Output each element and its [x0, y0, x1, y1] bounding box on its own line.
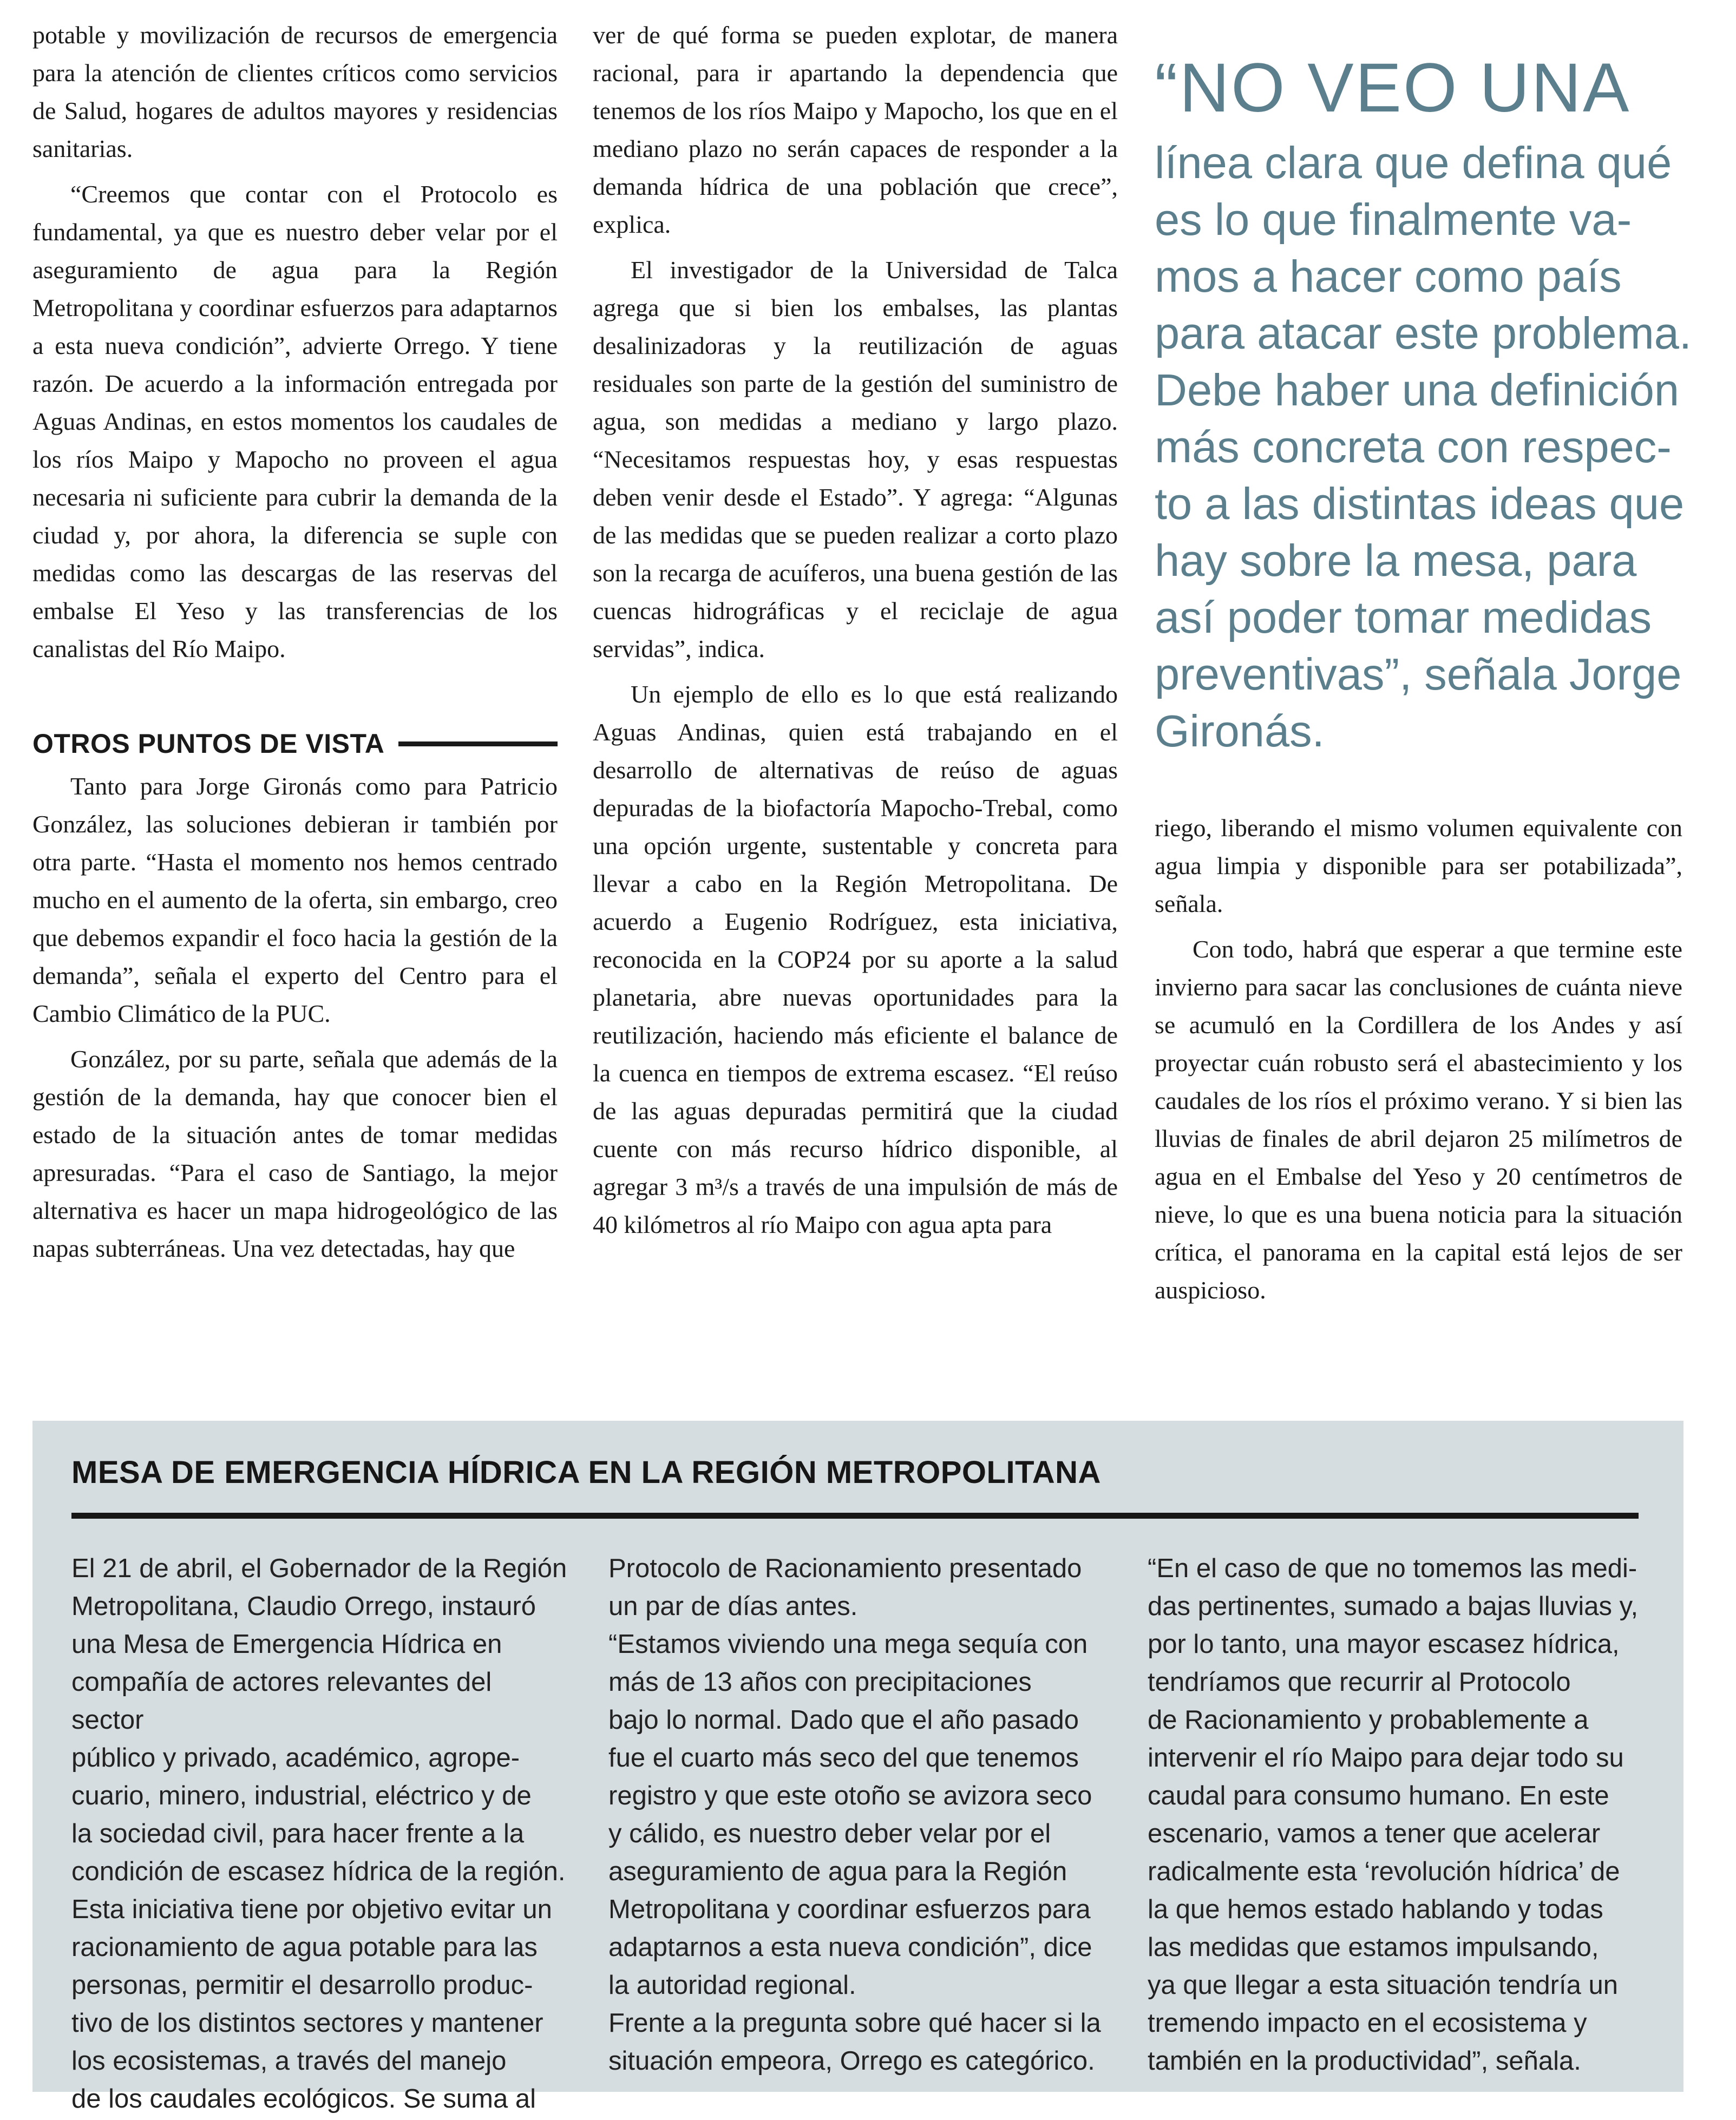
sidebar-line: adaptarnos a esta nueva condición”, dice [608, 1933, 1092, 1962]
sidebar-box [32, 1421, 1683, 2114]
article-column-1-continued [32, 767, 558, 1268]
paragraph: El investigador de la Universidad de Talca agrega que si bien los embalses, las plantas desalinizadoras y la reutilización de aguas residuales son parte de la gestión del suministro de agua, son medidas a mediano y largo plazo. “Necesitamos respuestas hoy, y esas respuestas deben venir desde el Estado”. Y agrega: “Algunas de las medidas que se pueden realizar a corto plazo son la recarga de acuíferos, una buena gestión de las cuencas hidrográficas y el reciclaje de agua servidas”, indica. [593, 256, 1118, 662]
sidebar-line: radicalmente esta ‘revolución hídrica’ de [1148, 1857, 1620, 1886]
article-column-3 [1155, 809, 1682, 1309]
sidebar-line: tivo de los distintos sectores y mantener [71, 2009, 543, 2038]
sidebar-line: de los caudales ecológicos. Se suma al [71, 2084, 536, 2114]
paragraph: González, por su parte, señala que además de la gestión de la demanda, hay que conocer bien el estado de la situación antes de tomar medidas apresuradas. “Para el caso de Santiago, la mejor alternativa es hacer un mapa hidrogeológico de las napas subterráneas. Una vez detectadas, hay que [32, 1045, 558, 1262]
sidebar-line: das pertinentes, sumado a bajas lluvias y, [1148, 1592, 1639, 1621]
sidebar-line: Protocolo de Racionamiento presentado [608, 1554, 1082, 1583]
sidebar-line: la sociedad civil, para hacer frente a la [71, 1819, 525, 1848]
sidebar-line: escenario, vamos a tener que acelerar [1148, 1819, 1601, 1848]
pull-quote-line: Debe haber una definición [1155, 365, 1680, 415]
pull-quote-line: preventivas”, señala Jorge [1155, 649, 1682, 699]
sidebar-line: bajo lo normal. Dado que el año pasado [608, 1705, 1079, 1735]
article-column-1 [32, 16, 558, 668]
paragraph: potable y movilización de recursos de emergencia para la atención de clientes críticos como servicios de Salud, hogares de adultos mayores y residencias sanitarias. [32, 21, 558, 162]
sidebar-line: los ecosistemas, a través del manejo [71, 2046, 507, 2076]
pull-quote-line: hay sobre la mesa, para [1155, 535, 1637, 586]
sidebar-rule [71, 1513, 1639, 1519]
sidebar-line: también en la productividad”, señala. [1148, 2046, 1581, 2076]
paragraph: ver de qué forma se pueden explotar, de manera racional, para ir apartando la dependencia que tenemos de los ríos Maipo y Mapocho, los que en el mediano plazo no serán capaces de responder a la demanda hídrica de una población que crece”, explica. [593, 21, 1118, 238]
sidebar-line: Metropolitana y coordinar esfuerzos para [608, 1895, 1091, 1924]
pull-quote-line: Gironás. [1155, 706, 1325, 756]
sidebar-line: Metropolitana, Claudio Orrego, instauró [71, 1592, 536, 1621]
pull-quote-line: para atacar este problema. [1155, 308, 1692, 358]
pull-quote-line: más concreta con respec- [1155, 422, 1672, 472]
pull-quote-body [1155, 134, 1712, 759]
sidebar-line: personas, permitir el desarrollo produc- [71, 1971, 533, 2000]
sidebar-line: ya que llegar a esta situación tendría un [1148, 1971, 1618, 2000]
sidebar-line: El 21 de abril, el Gobernador de la Región [71, 1554, 567, 1583]
pull-quote-lead: “NO VEO UNA [1155, 49, 1631, 127]
heading-rule [398, 741, 558, 746]
pull-quote-line: to a las distintas ideas que [1155, 478, 1685, 529]
section-heading [32, 728, 558, 759]
sidebar-line: fue el cuarto más seco del que tenemos [608, 1743, 1079, 1773]
sidebar-title: MESA DE EMERGENCIA HÍDRICA EN LA REGIÓN METROPOLITANA [71, 1455, 1101, 1490]
sidebar-line: compañía de actores relevantes del sector [71, 1668, 492, 1735]
sidebar-line: un par de días antes. [608, 1592, 858, 1621]
sidebar-line: tendríamos que recurrir al Protocolo [1148, 1668, 1571, 1697]
sidebar-line: la autoridad regional. [608, 1971, 856, 2000]
sidebar-line: la que hemos estado hablando y todas [1148, 1895, 1603, 1924]
paragraph: Un ejemplo de ello es lo que está realizando Aguas Andinas, quien está trabajando en el desarrollo de alternativas de reúso de aguas depuradas de la biofactoría Mapocho-Trebal, como una opción urgente, sustentable y concreta para llevar a cabo en la Región Metropolitana. De acuerdo a Eugenio Rodríguez, esta iniciativa, reconocida en la COP24 por su aporte a la salud planetaria, abre nuevas oportunidades para la reutilización, haciendo más eficiente el balance de la cuenca en tiempos de extrema escasez. “El reúso de las aguas depuradas permitirá que la ciudad cuente con más recurso hídrico disponible, al agregar 3 m³/s a través de una impulsión de más de 40 kilómetros al río Maipo con agua apta para [593, 680, 1118, 1238]
sidebar-line: tremendo impacto en el ecosistema y [1148, 2009, 1587, 2038]
sidebar-line: cuario, minero, industrial, eléctrico y de [71, 1781, 532, 1810]
pull-quote-line: línea clara que defina qué [1155, 137, 1672, 188]
sidebar-line: una Mesa de Emergencia Hídrica en [71, 1630, 502, 1659]
sidebar-line: de Racionamiento y probablemente a [1148, 1705, 1589, 1735]
sidebar-line: por lo tanto, una mayor escasez hídrica, [1148, 1630, 1620, 1659]
paragraph: riego, liberando el mismo volumen equivalente con agua limpia y disponible para ser potabilizada”, señala. [1155, 814, 1682, 917]
pull-quote-line: mos a hacer como país [1155, 251, 1622, 301]
pull-quote-line: así poder tomar medidas [1155, 592, 1652, 642]
sidebar-line: caudal para consumo humano. En este [1148, 1781, 1609, 1810]
sidebar-line: intervenir el río Maipo para dejar todo su [1148, 1743, 1624, 1773]
sidebar-line: racionamiento de agua potable para las [71, 1933, 538, 1962]
paragraph: Tanto para Jorge Gironás como para Patricio González, las soluciones debieran ir también por otra parte. “Hasta el momento nos hemos centrado mucho en el aumento de la oferta, sin embargo, creo que debemos expandir el foco hacia la gestión de la demanda”, señala el experto del Centro para el Cambio Climático de la PUC. [32, 772, 558, 1027]
pull-quote-line: es lo que finalmente va- [1155, 194, 1632, 245]
sidebar-line: situación empeora, Orrego es categórico. [608, 2046, 1095, 2076]
sidebar-line: las medidas que estamos impulsando, [1148, 1933, 1599, 1962]
sidebar-line: registro y que este otoño se avizora seco [608, 1781, 1092, 1810]
sidebar-line: más de 13 años con precipitaciones [608, 1668, 1032, 1697]
sidebar-line: “En el caso de que no tomemos las medi- [1148, 1554, 1637, 1583]
sidebar-line: aseguramiento de agua para la Región [608, 1857, 1067, 1886]
paragraph: “Creemos que contar con el Protocolo es fundamental, ya que es nuestro deber velar por el aseguramiento de agua para la Región Metropolitana y coordinar esfuerzos para adaptarnos a esta nueva condición”, advierte Orrego. Y tiene razón. De acuerdo a la información entregada por Aguas Andinas, en estos momentos los caudales de los ríos Maipo y Mapocho no proveen el agua necesaria ni suficiente para cubrir la demanda de la ciudad y, por ahora, la diferencia se suple con medidas como las descargas de las reservas del embalse El Yeso y las transferencias de los canalistas del Río Maipo. [32, 180, 558, 662]
sidebar-line: y cálido, es nuestro deber velar por el [608, 1819, 1051, 1848]
article-column-2 [593, 16, 1118, 1244]
sidebar-line: Esta iniciativa tiene por objetivo evitar un [71, 1895, 552, 1924]
sidebar-column-1 [71, 1550, 569, 2118]
section-heading-text: OTROS PUNTOS DE VISTA [32, 728, 385, 759]
sidebar-line: Frente a la pregunta sobre qué hacer si la [608, 2009, 1101, 2038]
sidebar-column-3 [1148, 1550, 1646, 2080]
sidebar-column-2 [608, 1550, 1106, 2080]
sidebar-line: público y privado, académico, agrope- [71, 1743, 520, 1773]
paragraph: Con todo, habrá que esperar a que termine este invierno para sacar las conclusiones de cuánta nieve se acumuló en la Cordillera de los Andes y así proyectar cuán robusto será el abastecimiento y los caudales de los ríos el próximo verano. Y si bien las lluvias de finales de abril dejaron 25 milímetros de agua en el Embalse del Yeso y 20 centímetros de nieve, lo que es una buena noticia para la situación crítica, el panorama en la capital está lejos de ser auspicioso. [1155, 935, 1682, 1304]
sidebar-line: “Estamos viviendo una mega sequía con [608, 1630, 1088, 1659]
sidebar-line: condición de escasez hídrica de la región. [71, 1857, 566, 1886]
pull-quote [1155, 48, 1712, 759]
